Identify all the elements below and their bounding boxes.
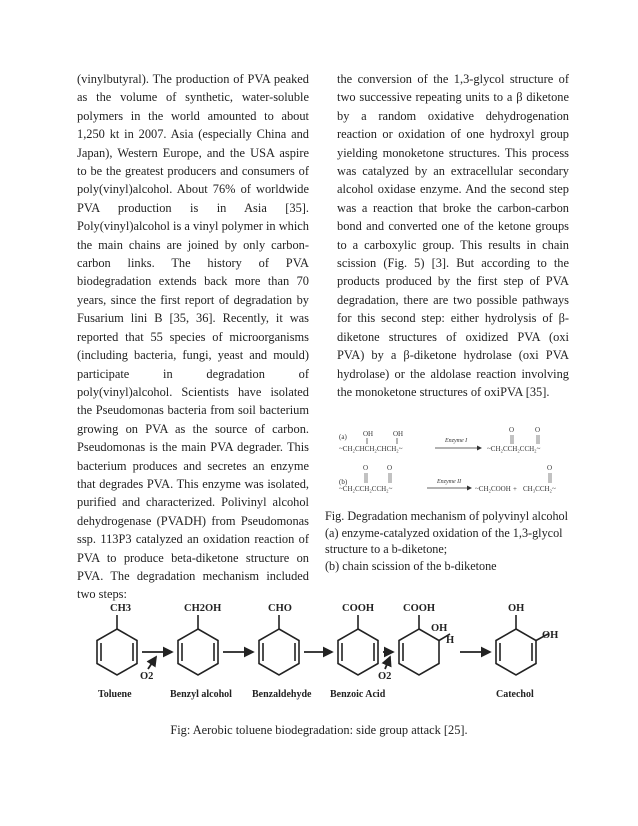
scheme-label-b: (b): [339, 478, 348, 486]
benzaldehyde-group: CHO: [268, 603, 292, 614]
o2-label-2: O2: [378, 671, 392, 682]
benzyl-alcohol-ring: [178, 615, 218, 675]
o2-label-1: O2: [140, 671, 154, 682]
chain-a-reactant: ~CH₂CHCH₂CHCH₂~: [339, 445, 403, 453]
intermediate-group: COOH: [403, 603, 436, 614]
toluene-group: CH3: [110, 603, 131, 614]
catechol-name: Catechol: [496, 689, 534, 700]
benzoic-acid-ring: [338, 615, 378, 675]
o-label-a2: O: [535, 427, 541, 434]
caption-line: Fig. Degradation mechanism of polyvinyl alcohol: [325, 509, 569, 523]
o-label-b2: O: [387, 464, 393, 472]
benzoic-acid-name: Benzoic Acid: [330, 689, 386, 700]
intermediate-h: H: [446, 635, 455, 646]
chain-b-product-1: ~CH₂COOH: [475, 485, 511, 493]
enzyme-1-label: Enzyme I: [445, 438, 468, 444]
o2-arrow-1: [148, 657, 156, 669]
chain-b-reactant: ~CH₂CCH₂CCH₂~: [339, 485, 393, 493]
toluene-ring: [97, 615, 137, 675]
o-label-b3: O: [547, 464, 553, 472]
toluene-name: Toluene: [98, 689, 132, 700]
benzoic-acid-group: COOH: [342, 603, 375, 614]
catechol-oh: OH: [542, 630, 559, 641]
catechol-ring: [496, 615, 548, 675]
toluene-pathway-diagram: [92, 593, 562, 713]
chain-b-product-2: CH₃CCH₂~: [523, 485, 556, 493]
benzaldehyde-name: Benzaldehyde: [252, 689, 312, 700]
scheme-label-a: (a): [339, 433, 347, 441]
caption-line: (a) enzyme-catalyzed oxidation of the 1,3-glycol: [325, 525, 563, 540]
left-text-column: [77, 70, 309, 604]
benzaldehyde-ring: [259, 615, 299, 675]
plus-sign: +: [513, 485, 517, 493]
o-label-b1: O: [363, 464, 369, 472]
o-label-a1: O: [509, 427, 515, 434]
caption-line: structure to a b-diketone;: [325, 542, 448, 556]
chain-a-product: ~CH₂CCH₂CCH₂~: [487, 445, 541, 453]
right-paragraph: the conversion of the 1,3-glycol structure of two successive repeating units to a β diketone by a random oxidative dehydrogenation reaction or oxidation of one hydroxyl group yielding monoketone structures. This process was catalyzed by an extracellular secondary alcohol oxidase enzyme. And the second step was a reaction that broke the carbon-carbon bond and converted one of the ketone groups to a carboxylic group. This results in chain scission (Fig. 5) [3]. But according to the products produced by the first step of PVA degradation, there are two possible pathways for this second step: either hydrolysis of β-diketone structures of oxidized PVA (oxi PVA) by a β-diketone hydrolase (oxi PVA hydrolase) or the aldolase reaction involving the monoketone structures of oxiPVA [35].: [337, 72, 569, 399]
right-text-column: [337, 70, 569, 401]
enzyme-2-label: Enzyme II: [437, 479, 462, 485]
oh-label-2: OH: [393, 430, 404, 438]
benzyl-alcohol-name: Benzyl alcohol: [170, 689, 232, 700]
intermediate-oh: OH: [431, 623, 448, 634]
catechol-group: OH: [508, 603, 525, 614]
o2-arrow-2: [385, 657, 390, 669]
left-paragraph: (vinylbutyral). The production of PVA peaked as the volume of synthetic, water-soluble polymers in the world amounted to about 1,250 kt in 2007. Asia (especially China and Japan), Western Europe, and the USA aspire to be the greatest producers and consumers of poly(vinyl)alcohol. About 76% of worldwide PVA production is in Asia [35]. Poly(vinyl)alcohol is a vinyl polymer in which the main chains are joined by only carbon-carbon links. The history of PVA biodegradation extends back more than 70 years, since the first report of degradation by Fusarium lini B [35, 36]. Recently, it was reported that 55 species of microorganisms (including bacteria, fungi, yeast and mould) participate in degradation of poly(vinyl)alcohol. Scientists have isolated the Pseudomonas bacteria from soil bacterium growing on PVA as the source of carbon. Pseudomonas is the main PVA degrader. This bacterium produces and secretes an enzyme that degrades PVA. This enzyme was isolated, purified and characterized. Polivinyl alcohol dehydrogenase (PVADH) from Pseudomonas ssp. 113P3 catalyzed an oxidation reaction of PVA to produce beta-diketone structure on PVA. The degradation mechanism included two steps:: [77, 72, 309, 602]
oh-label-1: OH: [363, 430, 374, 438]
pva-figure-caption: [325, 508, 585, 574]
toluene-figure-caption: Fig: Aerobic toluene biodegradation: side group attack [25].: [170, 723, 468, 737]
pva-degradation-scheme: [337, 427, 573, 505]
benzyl-alcohol-group: CH2OH: [184, 603, 222, 614]
caption-line: (b) chain scission of the b-diketone: [325, 558, 497, 573]
